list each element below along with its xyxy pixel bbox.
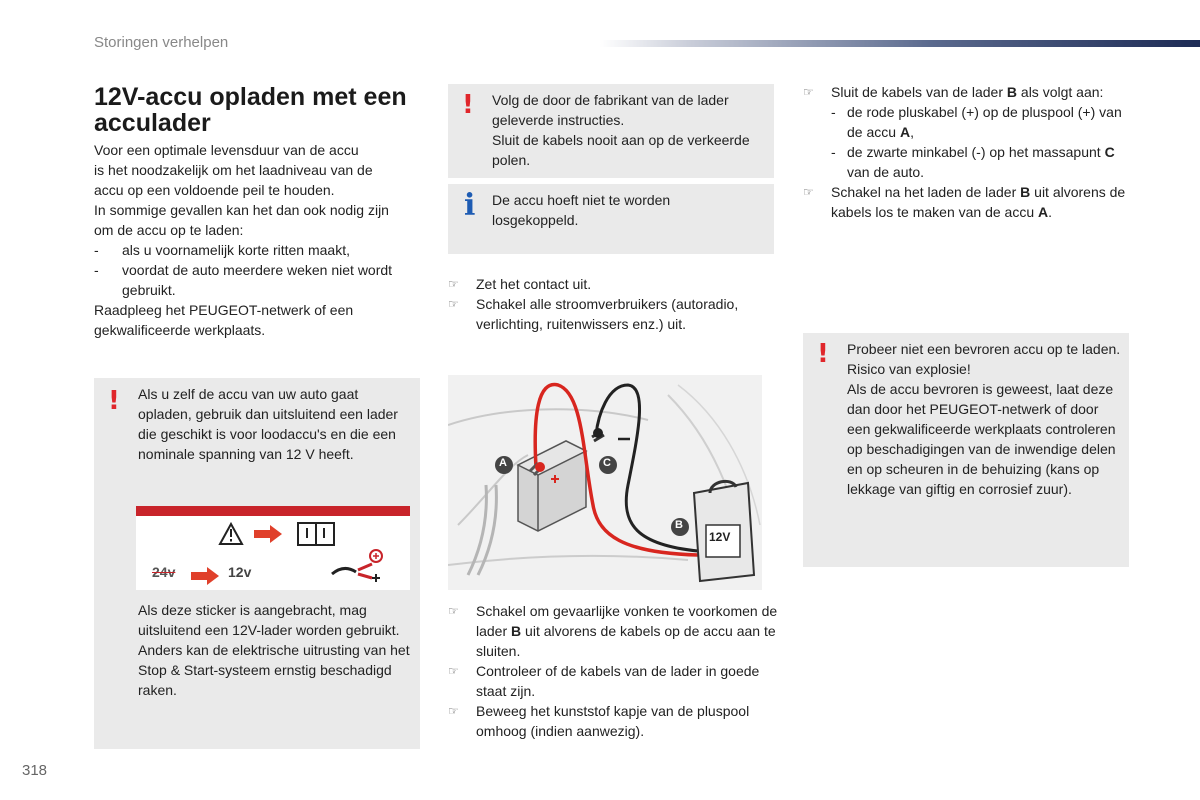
page-title: 12V-accu opladen met een acculader [94,83,407,137]
intro-line: is het noodzakelijk om het laadniveau van de [94,162,373,178]
info-icon: i [464,188,476,223]
intro-dash-item [94,240,424,260]
dash-mark: - [831,104,836,120]
sticker-explanation: Als deze sticker is aangebracht, mag uitsluitend een 12V-lader worden gebruikt. Anders kan de elektrische uitrusting van het Stop & Start-systeem ernstig beschadigd raken. [138,602,410,698]
dash-mark: - [94,242,99,258]
steps-mid-bottom [448,601,778,741]
step-text: Controleer of de kabels van de lader in goede staat zijn. [476,663,760,699]
intro-line: In sommige gevallen kan het dan ook nodig zijn [94,202,389,218]
warning-box-right [803,333,1129,567]
battery [518,441,586,531]
step-text: uit alvorens de kabels los te maken van de accu [831,184,1126,220]
warning-icon: ! [108,386,120,416]
pointer-bullet-icon: ☞ [803,85,814,99]
step-text: . [1048,204,1053,220]
step-bold-ref: C [1104,144,1115,160]
warning-icon: ! [817,339,829,369]
sub-step-text: de rode pluskabel (+) op de pluspool (+) van de accu [847,104,1122,140]
intro-text [94,140,424,340]
pointer-bullet-icon: ☞ [448,664,459,678]
pointer-bullet-icon: ☞ [448,277,459,291]
diagram-drawing [448,375,762,590]
header-bar [600,40,1200,47]
arrow-icon [254,525,282,543]
label-c: C [603,457,611,469]
voltage-sticker [136,506,410,590]
arrow-icon [191,567,219,585]
step-text: als volgt aan: [1017,84,1104,100]
intro-line: accu op een voldoende peil te houden. [94,182,335,198]
pointer-bullet-icon: ☞ [448,604,459,618]
sub-step-item [831,102,1133,142]
step-bold-ref: B [1020,184,1031,200]
step-text: Zet het contact uit. [476,276,592,292]
warning-text [847,339,1123,499]
dash-mark: - [831,144,836,160]
step-text: Sluit de kabels van de lader [831,84,1007,100]
intro-dash-text: als u voornamelijk korte ritten maakt, [122,242,350,258]
step-item [448,701,778,741]
charger-12v-label: 12V [709,530,731,544]
step-item [803,82,1133,102]
sub-step-text: de zwarte minkabel (-) op het massapunt [847,144,1105,160]
sticker-graphic [136,516,410,590]
charging-clamps-icon [332,550,382,582]
step-text: Beweeg het kunststof kapje van de pluspool omhoog (indien aanwezig). [476,703,750,739]
label-b: B [675,519,683,531]
sticker-24v-label: 24v [152,564,176,580]
warning-box-left [94,378,420,749]
sub-step-text: , [910,124,914,140]
dash-mark: - [94,262,99,278]
intro-line: om de accu op te laden: [94,222,244,238]
intro-line: Voor een optimale levensduur van de accu [94,142,359,158]
warning-line: Als de accu bevroren is geweest, laat deze dan door het PEUGEOT-netwerk of door een gekwalificeerde werkplaats controleren op beschadigingen van de inwendige delen en op scheuren in de behuizing (kans op lekkage van giftig en corrosief zuur). [847,381,1116,497]
warning-text [492,90,768,170]
steps-right [803,82,1133,222]
warning-icon: ! [462,90,474,120]
info-box-mid [448,184,774,254]
step-text: Schakel alle stroomverbruikers (autoradio, verlichting, ruitenwissers enz.) uit. [476,296,739,332]
warning-box-mid [448,84,774,178]
black-clamp [592,428,604,441]
warning-text: Als u zelf de accu van uw auto gaat opladen, gebruik dan uitsluitend een lader die geschikt is voor loodaccu's en die een nominale spanning van 12 V heeft. [138,386,398,462]
hazard-triangle-icon [220,524,242,544]
sub-step-item [831,142,1133,182]
intro-dash-text: voordat de auto meerdere weken niet wordt gebruikt. [122,262,393,298]
intro-dash-item [94,260,424,300]
manual-book-icon [298,523,334,545]
label-a: A [499,457,507,469]
step-bold-ref: B [511,623,522,639]
warning-line: Sluit de kabels nooit aan op de verkeerde polen. [492,132,750,168]
pointer-bullet-icon: ☞ [803,185,814,199]
step-item [448,601,778,661]
step-text: uit alvorens de kabels op de accu aan te sluiten. [476,623,776,659]
steps-mid-top [448,274,778,334]
page-number: 318 [22,762,48,779]
info-text: De accu hoeft niet te worden losgekoppeld. [492,192,671,228]
sub-steps [803,102,1133,182]
step-bold-ref: A [899,124,911,140]
step-item [448,661,778,701]
pointer-bullet-icon: ☞ [448,704,459,718]
sticker-red-band [136,506,410,516]
step-text: Schakel na het laden de lader [831,184,1021,200]
intro-outro: Raadpleeg het PEUGEOT-netwerk of een gekwalificeerde werkplaats. [94,302,354,338]
warning-line: Volg de door de fabrikant van de lader geleverde instructies. [492,92,729,128]
step-item [803,182,1133,222]
step-item [448,274,778,294]
battery-charging-diagram [448,375,762,590]
section-header: Storingen verhelpen [94,34,229,51]
sub-step-text: van de auto. [847,164,925,180]
warning-line: Probeer niet een bevroren accu op te laden. Risico van explosie! [847,341,1121,377]
sticker-12v-label: 12v [228,564,252,580]
step-bold-ref: A [1038,204,1049,220]
step-bold-ref: B [1006,84,1018,100]
step-item [448,294,778,334]
pointer-bullet-icon: ☞ [448,297,459,311]
step-text: Schakel om gevaarlijke vonken te voorkomen de lader [476,603,778,639]
